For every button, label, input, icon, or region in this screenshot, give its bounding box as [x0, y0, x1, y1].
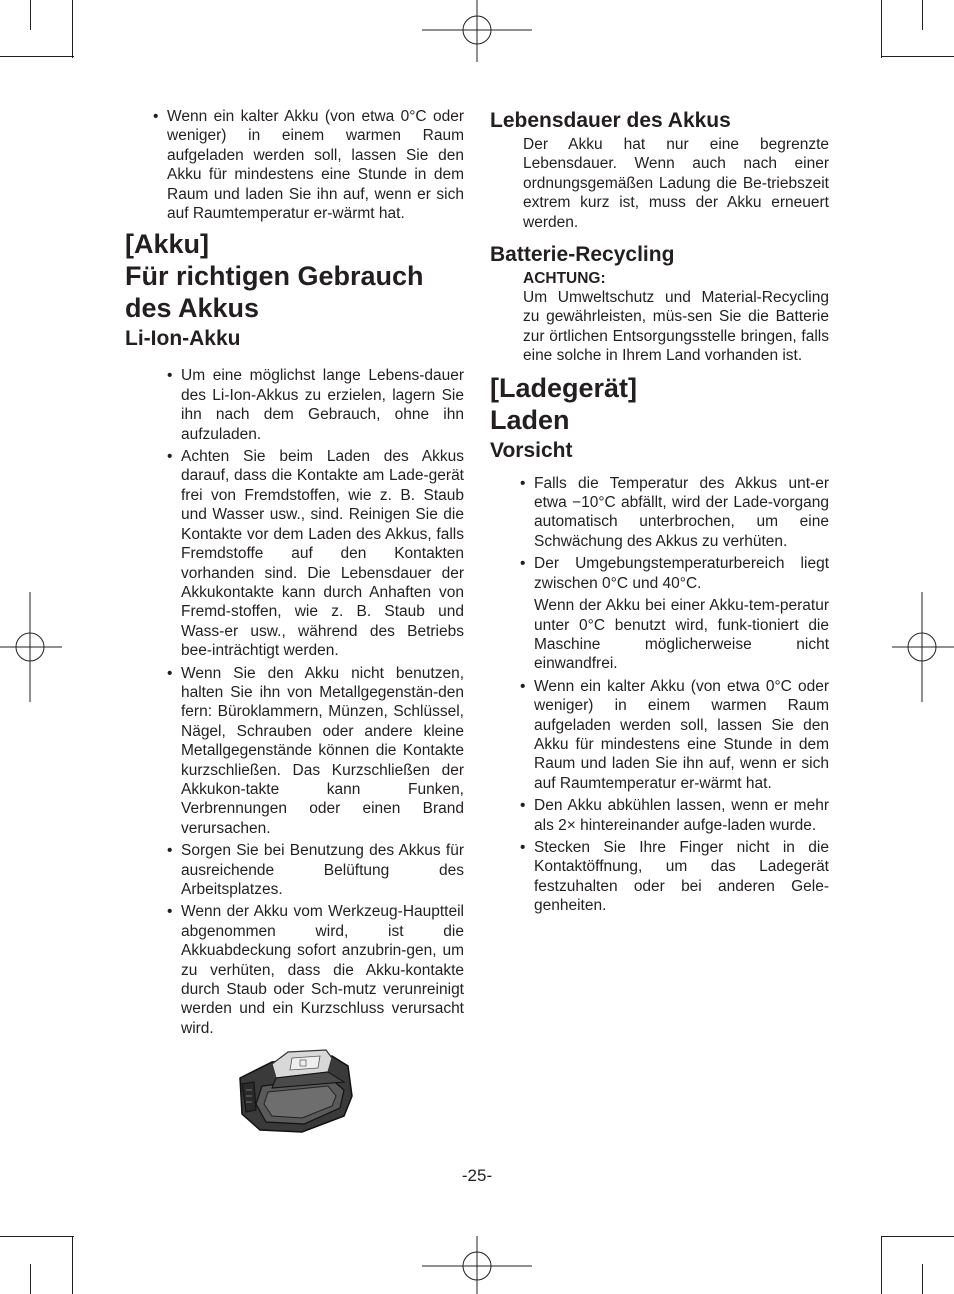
- list-item: [534, 554, 829, 673]
- list-item-continuation: Wenn der Akku bei einer Akku-tem-peratur unter 0°C benutzt wird, funk-tioniert die Maschine möglicherweise nicht einwandfrei.: [534, 597, 829, 673]
- cold-battery-bullet-list: [167, 107, 464, 223]
- heading-ladegeraet: [Ladegerät]: [490, 372, 638, 403]
- registration-mark-left: [0, 592, 62, 702]
- lebensdauer-paragraph: Der Akku hat nur eine begrenzte Lebensdauer. Wenn auch nach einer ordnungsgemäßen Ladung die Be-triebszeit extrem kurz ist, muss der Akku erneuert werden.: [523, 136, 829, 231]
- akku-section-heading: [125, 228, 464, 324]
- heading-akku: [Akku]: [125, 229, 210, 260]
- heading-batterie-recycling: Batterie-Recycling: [490, 243, 675, 267]
- list-item: • Sorgen Sie bei Benutzung des Akkus für ausreichende Belüftung des Arbeitsplatzes.: [181, 841, 464, 899]
- ladegeraet-section-heading: [490, 372, 829, 436]
- registration-mark-bottom: [422, 1236, 532, 1294]
- left-column: [125, 107, 464, 1041]
- heading-lebensdauer: Lebensdauer des Akkus: [490, 109, 731, 132]
- battery-pack-illustration: [232, 1048, 356, 1134]
- page-number: -25-: [461, 1166, 493, 1185]
- subheading-vorsicht: Vorsicht: [490, 438, 573, 462]
- registration-mark-right: [892, 592, 954, 702]
- subheading-li-ion-akku: Li-Ion-Akku: [125, 327, 241, 351]
- achtung-label: ACHTUNG:: [523, 270, 606, 288]
- heading-richtiger-gebrauch: Für richtigen Gebrauch: [125, 261, 424, 292]
- list-item: • Wenn ein kalter Akku (von etwa 0°C oder weniger) in einem warmen Raum aufgeladen werden soll, lassen Sie den Akku für mindestens eine Stunde in dem Raum und laden Sie ihn auf, wenn er sich auf Raumtemperatur er-wärmt hat.: [167, 107, 464, 223]
- list-item: • Wenn ein kalter Akku (von etwa 0°C oder weniger) in einem warmen Raum aufgeladen werden soll, lassen Sie den Akku für mindestens eine Stunde in dem Raum und laden Sie ihn auf, wenn er sich auf Raumtemperatur er-wärmt hat.: [534, 677, 829, 793]
- heading-des-akkus: des Akkus: [125, 293, 260, 324]
- right-column: [490, 107, 829, 919]
- recycling-paragraph: Um Umweltschutz und Material-Recycling zu gewährleisten, müs-sen Sie die Batterie zur örtlichen Entsorgungsstelle bringen, falls eine solche in Ihrem Land vorhanden ist.: [523, 289, 829, 365]
- list-item: • Achten Sie beim Laden des Akkus darauf, dass die Kontakte am Lade-gerät frei von Fremdstoffen, wie z. B. Staub und Wasser usw., sind. Reinigen Sie die Kontakte vor dem Laden des Akkus, falls Fremdstoffe auf den Kontakten vorhanden sind. Die Lebensdauer der Akkukontakte kann durch Anhaften von Fremd-stoffen, wie z. B. Staub und Wass-er usw., während des Betriebs bee-inträchtigt werden.: [181, 447, 464, 660]
- li-ion-bullet-list: [181, 366, 464, 1038]
- list-item: • Falls die Temperatur des Akkus unt-er etwa −10°C abfällt, wird der Lade-vorgang automatisch unterbrochen, um eine Schwächung des Akkus zu verhüten.: [534, 474, 829, 552]
- list-item: • Wenn Sie den Akku nicht benutzen, halten Sie ihn von Metallgegenstän-den fern: Büroklammern, Münzen, Schlüssel, Nägel, Schrauben oder andere kleine Metallgegenstände können die Kontakte kurzschließen. Das Kurzschließen der Akkukon-takte kann Funken, Verbrennungen oder einen Brand verursachen.: [181, 664, 464, 839]
- list-item: • Den Akku abkühlen lassen, wenn er mehr als 2× hintereinander aufge-laden wurde.: [534, 796, 829, 835]
- list-item: • Wenn der Akku vom Werkzeug-Hauptteil abgenommen wird, ist die Akkuabdeckung sofort anzubrin-gen, um zu verhüten, dass die Akku-kontakte durch Staub oder Sch-mutz verunreinigt werden und ein Kurzschluss verursacht wird.: [181, 902, 464, 1038]
- heading-laden: Laden: [490, 404, 570, 435]
- list-item-text: Der Umgebungstemperaturbereich liegt zwischen 0°C und 40°C.: [534, 555, 829, 592]
- vorsicht-bullet-list: [534, 474, 829, 916]
- list-item: • Um eine möglichst lange Lebens-dauer des Li-Ion-Akkus zu erzielen, lagern Sie ihn nach dem Gebrauch, ohne ihn aufzuladen.: [181, 366, 464, 444]
- list-item: • Stecken Sie Ihre Finger nicht in die Kontaktöffnung, um das Ladegerät festzuhalten oder bei anderen Gele-genheiten.: [534, 838, 829, 916]
- registration-mark-top: [422, 0, 532, 62]
